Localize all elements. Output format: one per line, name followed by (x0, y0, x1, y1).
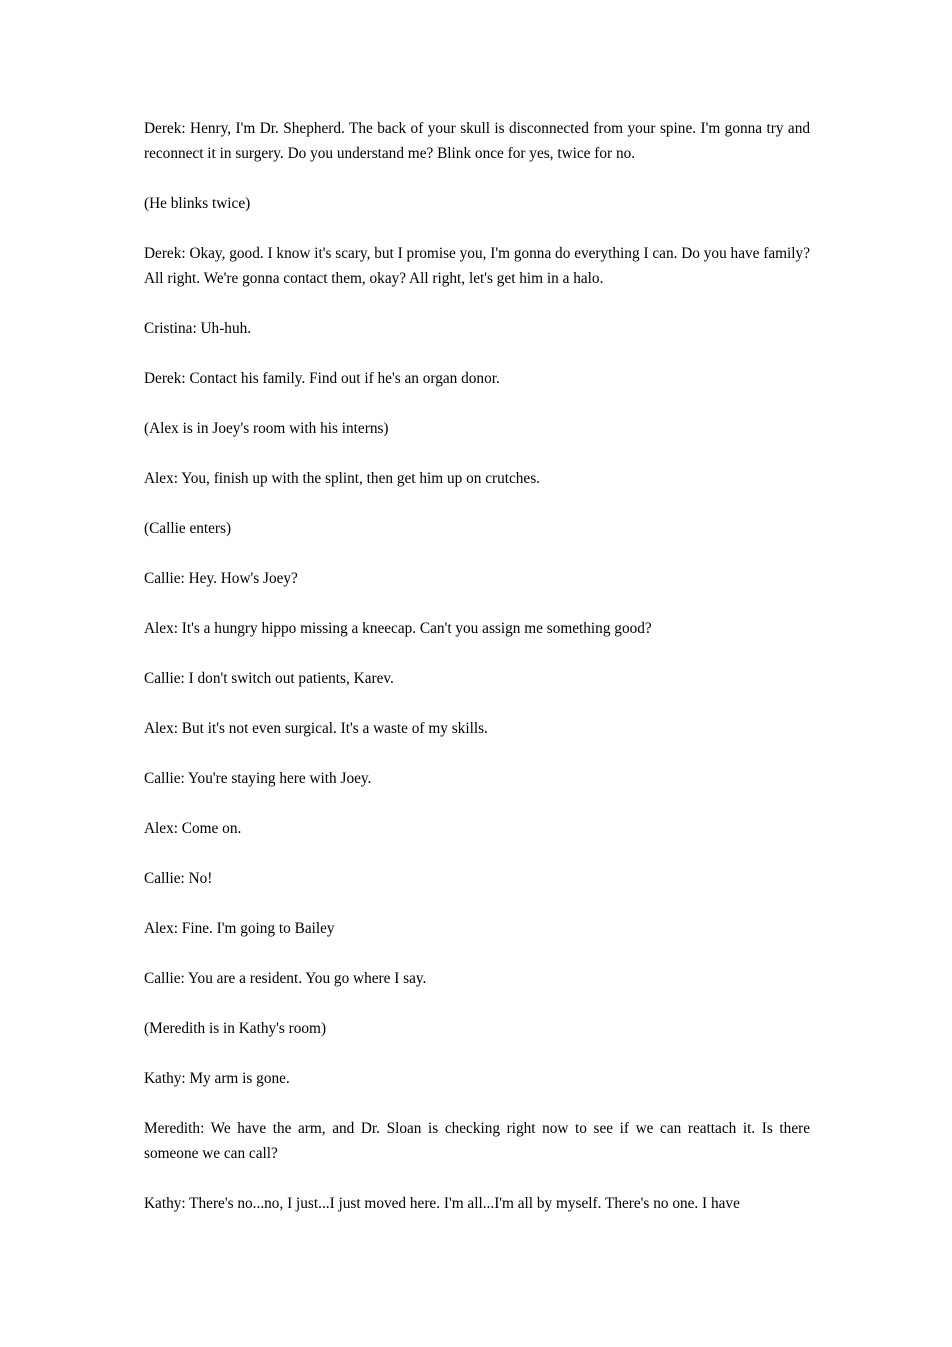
stage-direction: (Alex is in Joey's room with his interns) (144, 420, 389, 437)
transcript-paragraph: Kathy: There's no...no, I just...I just moved here. I'm all...I'm all by myself. There's no one. I have (144, 1195, 740, 1212)
stage-direction: (He blinks twice) (144, 195, 251, 212)
transcript-paragraph: Callie: No! (144, 870, 213, 887)
transcript-paragraph: Callie: You're staying here with Joey. (144, 770, 372, 787)
document-page (144, 116, 810, 1216)
transcript-paragraph: Derek: Contact his family. Find out if he's an organ donor. (144, 370, 500, 387)
transcript-paragraph: Alex: Fine. I'm going to Bailey (144, 920, 335, 937)
transcript-paragraph: Derek: Henry, I'm Dr. Shepherd. The back of your skull is disconnected from your spine. I'm gonna try and reconnect it in surgery. Do you understand me? Blink once for yes, twice for no. (144, 120, 810, 162)
stage-direction: (Callie enters) (144, 520, 232, 537)
transcript-paragraph: Kathy: My arm is gone. (144, 1070, 290, 1087)
transcript-paragraph: Callie: You are a resident. You go where I say. (144, 970, 427, 987)
transcript-paragraph: Cristina: Uh-huh. (144, 320, 252, 337)
transcript-paragraph: Alex: It's a hungry hippo missing a kneecap. Can't you assign me something good? (144, 620, 652, 637)
transcript-paragraph: Alex: Come on. (144, 820, 242, 837)
transcript-paragraph: Callie: Hey. How's Joey? (144, 570, 298, 587)
stage-direction: (Meredith is in Kathy's room) (144, 1020, 327, 1037)
transcript-paragraph: Callie: I don't switch out patients, Karev. (144, 670, 394, 687)
transcript-paragraph: Derek: Okay, good. I know it's scary, but I promise you, I'm gonna do everything I can. Do you have family? All right. We're gonna contact them, okay? All right, let's get him in a halo. (144, 245, 810, 287)
transcript-paragraph: Alex: But it's not even surgical. It's a waste of my skills. (144, 720, 488, 737)
transcript-paragraph: Alex: You, finish up with the splint, then get him up on crutches. (144, 470, 540, 487)
transcript-paragraph: Meredith: We have the arm, and Dr. Sloan is checking right now to see if we can reattach it. Is there someone we can call? (144, 1120, 810, 1162)
